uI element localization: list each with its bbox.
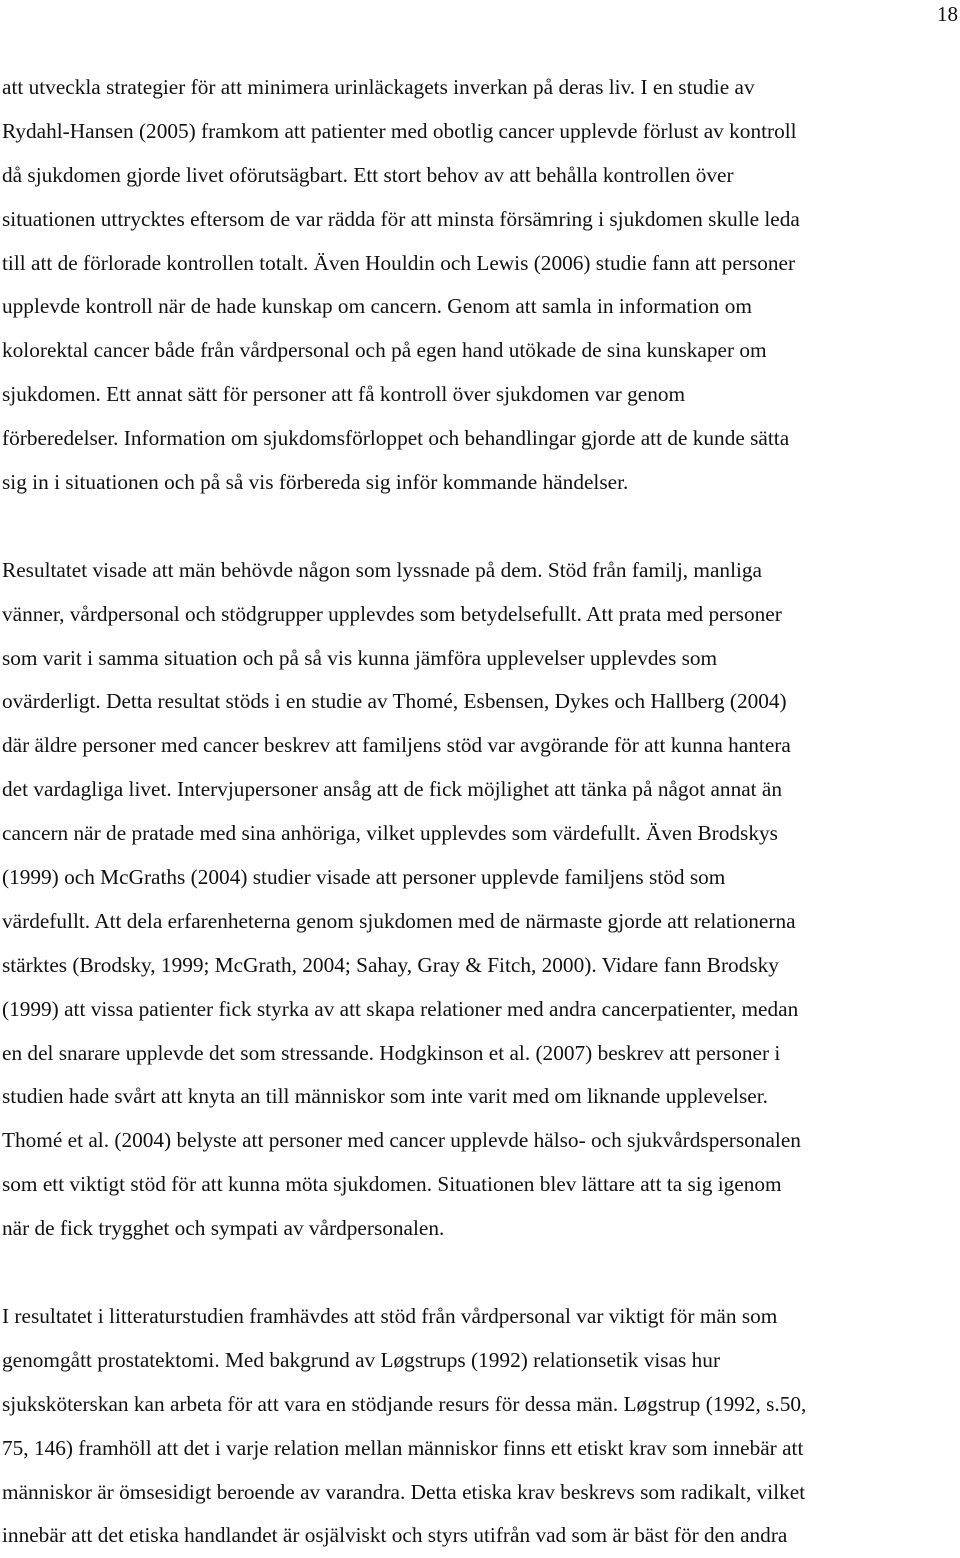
paragraph-discussion [2,1295,958,1558]
text-line: att utveckla strategier för att minimera urinläckagets inverkan på deras liv. I en studie av [2,75,755,99]
text-line: I resultatet i litteraturstudien framhävdes att stöd från vårdpersonal var viktigt för män som [2,1303,778,1328]
paragraph-support [2,549,958,1251]
text-line: kolorektal cancer både från vårdpersonal och på egen hand utökade de sina kunskaper om [2,338,767,363]
text-line: sjukdomen. Ett annat sätt för personer att få kontroll över sjukdomen var genom [2,382,686,407]
text-line: ovärderligt. Detta resultat stöds i en studie av Thomé, Esbensen, Dykes och Hallberg (2004) [2,689,787,714]
text-line: Resultatet visade att män behövde någon som lyssnade på dem. Stöd från familj, manliga [2,557,763,582]
text-line: människor är ömsesidigt beroende av varandra. Detta etiska krav beskrevs som radikalt, vilket [2,1479,806,1504]
text-line: till att de förlorade kontrollen totalt. Även Houldin och Lewis (2006) studie fann att personer [2,250,796,275]
text-line: Rydahl-Hansen (2005) framkom att patienter med obotlig cancer upplevde förlust av kontroll [2,118,797,143]
text-line: sjuksköterskan kan arbeta för att vara en stödjande resurs för dessa män. Løgstrup (1992, s.50, [2,1391,807,1416]
text-line: Thomé et al. (2004) belyste att personer med cancer upplevde hälso- och sjukvårdspersonalen [2,1128,801,1153]
page-number: 18 [937,2,958,26]
text-line: studien hade svårt att knyta an till människor som inte varit med om liknande upplevelser. [2,1084,768,1109]
text-line: upplevde kontroll när de hade kunskap om cancern. Genom att samla in information om [2,294,752,319]
text-line: som ett viktigt stöd för att kunna möta sjukdomen. Situationen blev lättare att ta sig igenom [2,1172,782,1197]
text-line: (1999) att vissa patienter fick styrka av att skapa relationer med andra cancerpatienter, medan [2,996,799,1021]
paragraph-control [2,66,958,505]
text-line: cancern när de pratade med sina anhöriga, vilket upplevdes som värdefullt. Även Brodskys [2,821,778,846]
text-line: stärktes (Brodsky, 1999; McGrath, 2004; Sahay, Gray & Fitch, 2000). Vidare fann Brodsky [2,952,779,977]
text-line: förberedelser. Information om sjukdomsförloppet och behandlingar gjorde att de kunde sätta [2,426,790,451]
text-line: 75, 146) framhöll att det i varje relation mellan människor finns ett etiskt krav som innebär att [2,1435,804,1460]
document-body [2,66,958,1558]
text-line: innebär att det etiska handlandet är osjälviskt och styrs utifrån vad som är bäst för den andra [2,1523,788,1548]
text-line: där äldre personer med cancer beskrev att familjens stöd var avgörande för att kunna hantera [2,733,791,758]
text-line: då sjukdomen gjorde livet oförutsägbart. Ett stort behov av att behålla kontrollen över [2,162,734,187]
text-line: när de fick trygghet och sympati av vårdpersonalen. [2,1216,445,1241]
text-line: värdefullt. Att dela erfarenheterna genom sjukdomen med de närmaste gjorde att relationerna [2,908,796,933]
text-line: genomgått prostatektomi. Med bakgrund av Løgstrups (1992) relationsetik visas hur [2,1347,721,1372]
text-line: situationen uttrycktes eftersom de var rädda för att minsta försämring i sjukdomen skulle leda [2,206,800,231]
text-line: sig in i situationen och på så vis förbereda sig inför kommande händelser. [2,470,629,495]
text-line: som varit i samma situation och på så vis kunna jämföra upplevelser upplevdes som [2,645,718,670]
text-line: vänner, vårdpersonal och stödgrupper upplevdes som betydelsefullt. Att prata med personer [2,601,782,626]
text-line: (1999) och McGraths (2004) studier visade att personer upplevde familjens stöd som [2,865,726,890]
text-line: det vardagliga livet. Intervjupersoner ansåg att de fick möjlighet att tänka på något annat än [2,777,783,802]
text-line: en del snarare upplevde det som stressande. Hodgkinson et al. (2007) beskrev att personer i [2,1040,781,1065]
